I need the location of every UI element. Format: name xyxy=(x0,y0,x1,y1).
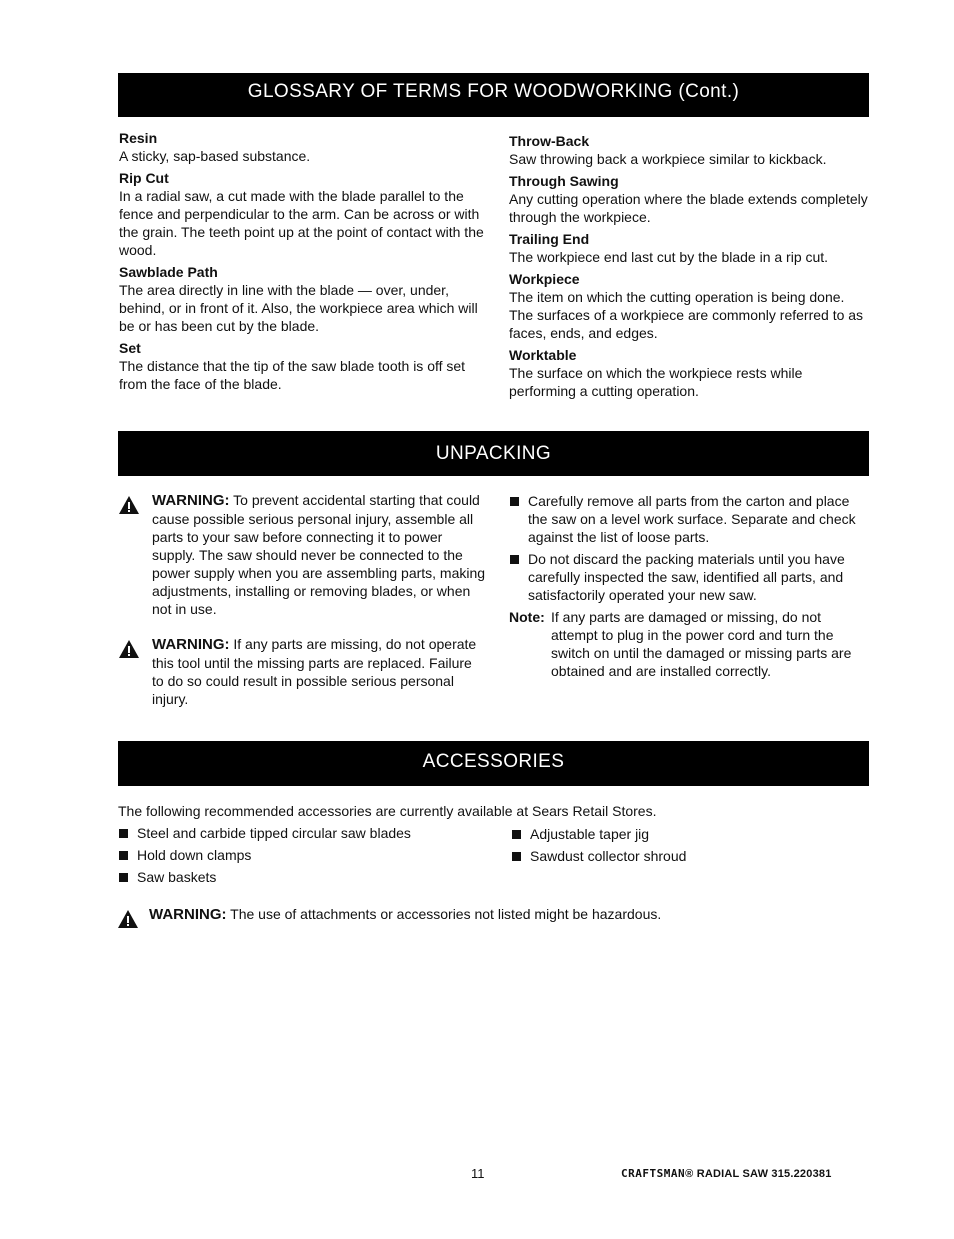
glossary-term: Through Sawing xyxy=(509,173,619,189)
list-item: Adjustable taper jig xyxy=(511,825,871,843)
list-item: Hold down clamps xyxy=(118,846,488,864)
glossary-definition: The area directly in line with the blade — over, under, behind, or in front of it. Also, the workpiece area which will be or has been cut by the blade. xyxy=(119,282,478,334)
glossary-left-column xyxy=(119,129,487,397)
warning-text: The use of attachments or accessories not listed might be hazardous. xyxy=(230,906,662,922)
unpacking-note xyxy=(509,608,871,680)
glossary-term: Throw-Back xyxy=(509,133,590,149)
glossary-term: Resin xyxy=(119,130,158,146)
glossary-right-column xyxy=(509,132,871,404)
unpacking-warning-2 xyxy=(152,635,487,708)
accessories-section-header: ACCESSORIES xyxy=(118,741,869,786)
glossary-definition: Saw throwing back a workpiece similar to kickback. xyxy=(509,151,827,167)
accessories-warning xyxy=(149,905,869,924)
glossary-term: Worktable xyxy=(509,347,577,363)
accessories-intro: The following recommended accessories are currently available at Sears Retail Stores. xyxy=(118,803,657,819)
warning-label: WARNING: xyxy=(152,492,230,509)
warning-triangle-icon xyxy=(118,639,140,659)
warning-triangle-icon xyxy=(117,909,139,929)
craftsman-logo: CRAFTSMAN xyxy=(621,1167,686,1180)
glossary-term: Trailing End xyxy=(509,231,590,247)
glossary-definition: In a radial saw, a cut made with the blade parallel to the fence and perpendicular to the arm. Can be across or with the grain. The teeth point up at the point of contact with the wood. xyxy=(119,188,484,258)
note-text: If any parts are damaged or missing, do not attempt to plug in the power cord and turn the switch on until the damaged or missing parts are obtained and are installed correctly. xyxy=(551,609,852,679)
glossary-term: Set xyxy=(119,340,141,356)
glossary-definition: A sticky, sap-based substance. xyxy=(119,148,311,164)
warning-text: If any parts are missing, do not operate this tool until the missing parts are replaced. Failure to do so could result in possible serious personal injury. xyxy=(152,636,477,707)
warning-label: WARNING: xyxy=(149,906,227,923)
unpacking-warning-1 xyxy=(152,491,487,618)
list-item: Saw baskets xyxy=(118,868,488,886)
model-number: RADIAL SAW 315.220381 xyxy=(696,1168,832,1180)
glossary-term: Workpiece xyxy=(509,271,580,287)
glossary-definition: Any cutting operation where the blade extends completely through the workpiece. xyxy=(509,191,868,225)
accessories-right-list xyxy=(511,825,871,869)
accessories-left-list xyxy=(118,824,488,890)
glossary-definition: The distance that the tip of the saw blade tooth is off set from the face of the blade. xyxy=(119,358,466,392)
warning-text: To prevent accidental starting that could cause possible serious personal injury, assemble all parts to your saw before connecting it to power supply. The saw should never be connected to the power supply when you are assembling parts, making adjustments, installing or removing blades, or when not in use. xyxy=(152,492,486,617)
glossary-definition: The workpiece end last cut by the blade in a rip cut. xyxy=(509,249,829,265)
glossary-definition: The surface on which the workpiece rests while performing a cutting operation. xyxy=(509,365,803,399)
unpacking-section-header: UNPACKING xyxy=(118,431,869,476)
note-label: Note: xyxy=(509,609,545,625)
glossary-term: Rip Cut xyxy=(119,170,169,186)
page-number: 11 xyxy=(471,1166,485,1181)
list-item: Do not discard the packing materials until you have carefully inspected the saw, identified all parts, and satisfactorily operated your new saw. xyxy=(509,550,871,604)
glossary-term: Sawblade Path xyxy=(119,264,218,280)
glossary-section-header: GLOSSARY OF TERMS FOR WOODWORKING (Cont.) xyxy=(118,73,869,117)
footer-brand xyxy=(621,1167,832,1180)
trademark-mark: ® xyxy=(685,1168,694,1180)
warning-label: WARNING: xyxy=(152,636,230,653)
glossary-definition: The item on which the cutting operation is being done. The surfaces of a workpiece are commonly referred to as faces, ends, and edges. xyxy=(509,289,864,341)
list-item: Steel and carbide tipped circular saw blades xyxy=(118,824,488,842)
list-item: Sawdust collector shroud xyxy=(511,847,871,865)
warning-triangle-icon xyxy=(118,495,140,515)
unpacking-bullet-list xyxy=(509,492,871,608)
list-item: Carefully remove all parts from the carton and place the saw on a level work surface. Separate and check against the list of loose parts. xyxy=(509,492,871,546)
